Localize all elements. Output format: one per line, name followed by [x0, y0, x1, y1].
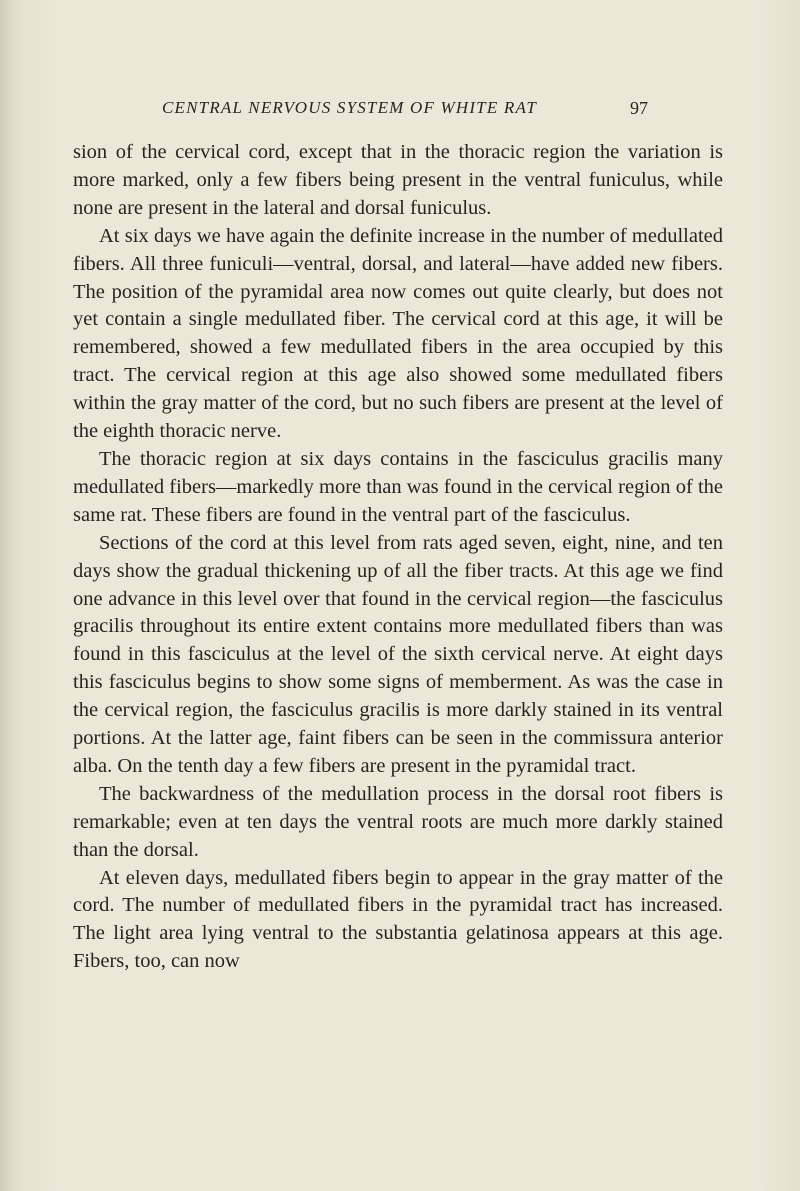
page-number: 97: [630, 98, 648, 118]
paragraph-eleven-days: At eleven days, medullated fibers begin to appear in the gray matter of the cord. The number of medullated fibers in the pyramidal tract has increased. The light area lying ventral to the substantia gelatinosa appears at this age. Fibers, too, can now: [73, 866, 723, 973]
paragraph-continuation: sion of the cervical cord, except that in the thoracic region the variation is more marked, only a few fibers being present in the ventral funiculus, while none are present in the lateral and dorsal funiculus.: [73, 141, 723, 219]
running-title: CENTRAL NERVOUS SYSTEM OF WHITE RAT: [162, 98, 538, 117]
paragraph-sections-of-cord: Sections of the cord at this level from rats aged seven, eight, nine, and ten days show the gradual thickening up of all the fiber tracts. At this age we find one advance in this level over that found in the cervical region—the fasciculus gracilis throughout its entire extent contains more medullated fibers than was found in this fasciculus at the level of the sixth cervical nerve. At eight days this fasciculus begins to show some signs of memberment. As was the case in the cervical region, the fasciculus gracilis is more darkly stained in its ventral portions. At the latter age, faint fibers can be seen in the commissura anterior alba. On the tenth day a few fibers are present in the pyramidal tract.: [73, 531, 723, 777]
page-edge-shadow: [0, 0, 14, 1191]
paragraph-dorsal-root: The backwardness of the medullation process in the dorsal root fibers is remarkable; even at ten days the ventral roots are much more darkly stained than the dorsal.: [73, 782, 723, 861]
paragraph-thoracic-region: The thoracic region at six days contains in the fasciculus gracilis many medullated fibers—markedly more than was found in the cervical region of the same rat. These fibers are found in the ventral part of the fasciculus.: [73, 447, 723, 526]
running-head: [162, 98, 648, 128]
body-text: [73, 139, 723, 976]
paragraph-six-days: At six days we have again the definite increase in the number of medullated fibers. All three funiculi—ventral, dorsal, and lateral—have added new fibers. The position of the pyramidal area now comes out quite clearly, but does not yet contain a single medullated fiber. The cervical cord at this age, it will be remembered, showed a few medullated fibers in the area occupied by this tract. The cervical region at this age also showed some medullated fibers within the gray matter of the cord, but no such fibers are present at the level of the eighth thoracic nerve.: [73, 224, 723, 443]
